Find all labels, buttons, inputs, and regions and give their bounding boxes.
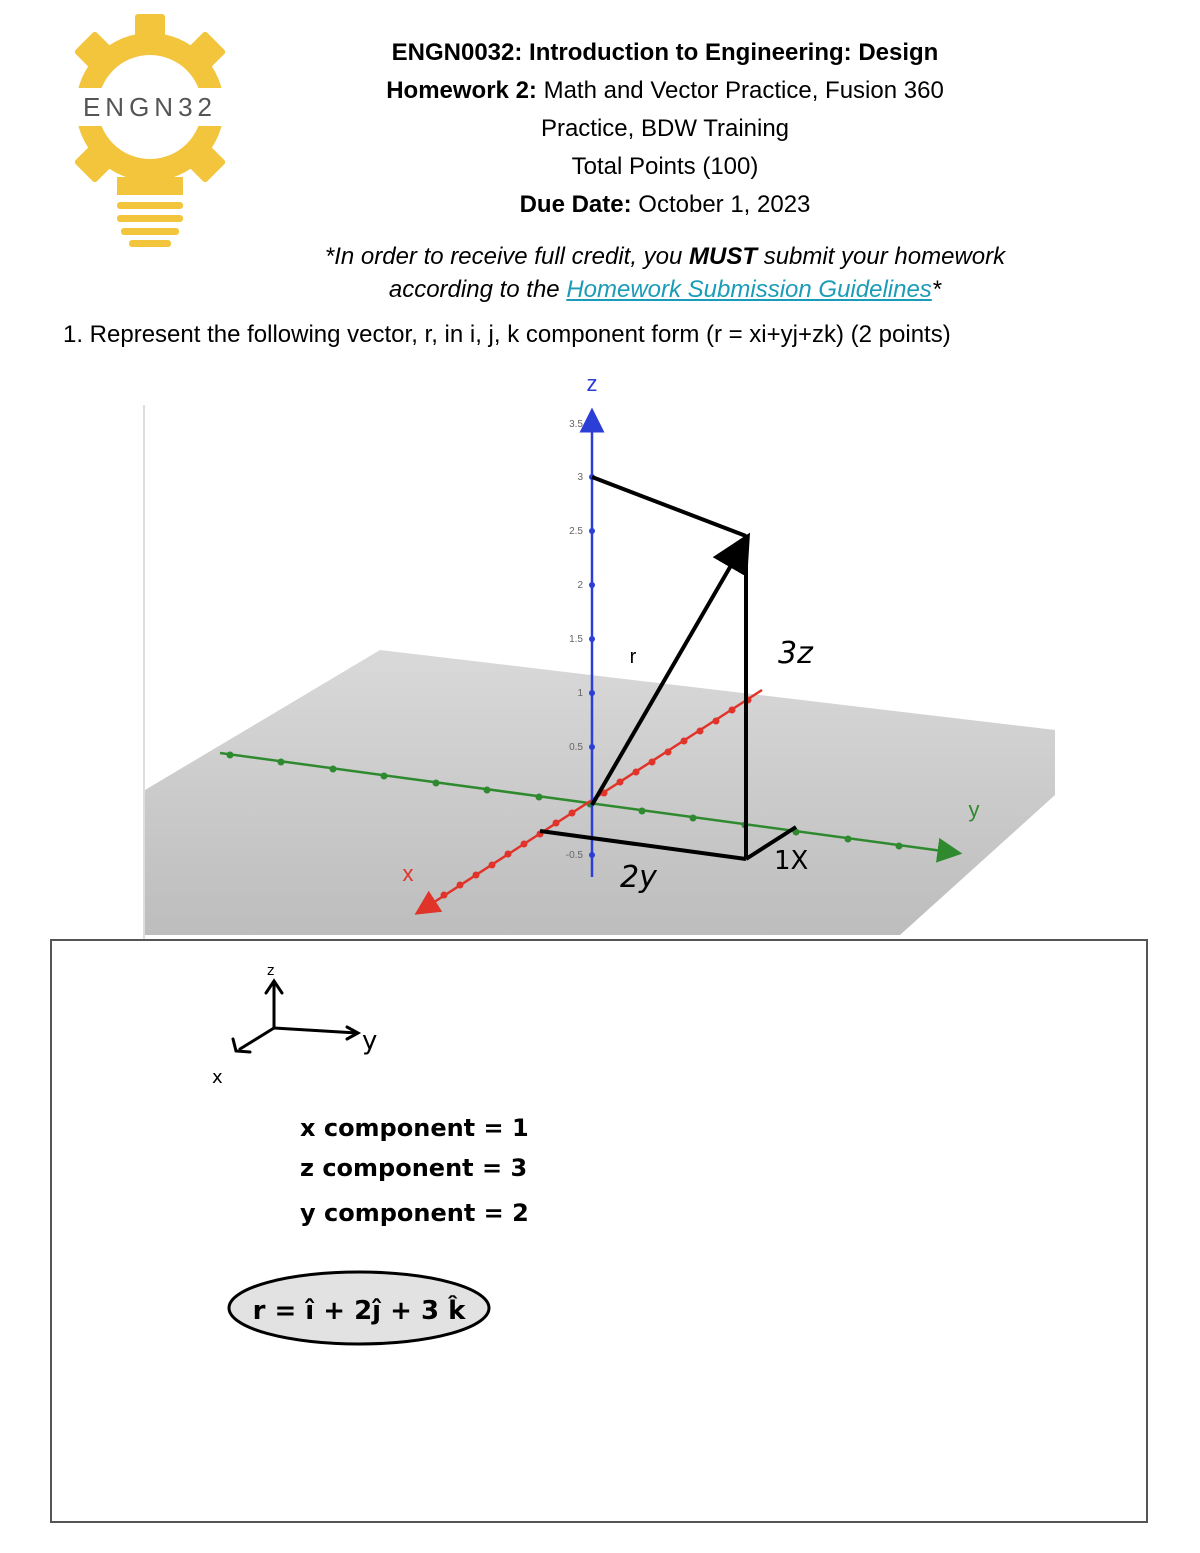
- hand-axes-sketch: [233, 981, 358, 1052]
- hand-2y-label: 2y: [620, 860, 657, 895]
- note-text-4: *: [931, 276, 942, 303]
- y-axis-label: y: [968, 797, 980, 822]
- hand-x-label: x: [212, 1067, 223, 1088]
- homework-title-2: Practice, BDW Training: [540, 115, 790, 142]
- homework-title-1: Math and Vector Practice, Fusion 360: [543, 77, 944, 104]
- x-axis-label: x: [402, 861, 414, 886]
- z-axis-label: z: [586, 371, 598, 396]
- hand-y-label: y: [362, 1026, 378, 1056]
- note-text-3: according to the: [388, 276, 567, 303]
- z-tick-label: 2: [577, 580, 583, 591]
- z-tick-label: -0.5: [565, 850, 583, 861]
- guidelines-link[interactable]: Homework Submission Guidelines: [566, 276, 932, 303]
- due-date-line: [300, 186, 1030, 224]
- z-tick-label: 2.5: [569, 526, 583, 537]
- z-tick-label: 1.5: [569, 634, 583, 645]
- answer-box: [50, 939, 1148, 1523]
- course-title: ENGN0032: Introduction to Engineering: Design: [391, 39, 939, 66]
- submission-note: [250, 240, 1080, 306]
- due-label: Due Date:: [519, 191, 632, 218]
- note-emphasis: MUST: [689, 243, 758, 270]
- z-tick-label: 3: [577, 472, 583, 483]
- header: [300, 34, 1030, 224]
- vector-3d-figure: [140, 365, 1070, 940]
- total-points: Total Points (100): [571, 153, 759, 180]
- hand-3z-label: 3z: [778, 636, 813, 671]
- hand-z-label: z: [267, 963, 275, 979]
- handwritten-answer: [52, 941, 1146, 1521]
- top-segment: [592, 477, 746, 536]
- z-tick-label: 0.5: [569, 742, 583, 753]
- question-1: 1. Represent the following vector, r, in i, j, k component form (r = xi+yj+zk) (2 points): [63, 321, 951, 348]
- note-text-1: *In order to receive full credit, you: [324, 243, 690, 270]
- y-component-text: y component = 2: [300, 1199, 529, 1227]
- logo-text: ENGN32: [82, 92, 218, 122]
- homework-line-1: [300, 72, 1030, 110]
- engn32-logo: [55, 12, 245, 247]
- due-value: October 1, 2023: [638, 191, 811, 218]
- note-text-2: submit your homework: [757, 243, 1006, 270]
- homework-label: Homework 2:: [386, 77, 537, 104]
- x-component-text: x component = 1: [300, 1114, 529, 1142]
- result-equation: r = î + 2ĵ + 3 k̂: [252, 1296, 466, 1326]
- hand-1x-label: 1X: [774, 846, 809, 876]
- vector-r-label: r: [629, 646, 637, 668]
- z-component-text: z component = 3: [300, 1154, 528, 1182]
- z-tick-label: 3.5: [569, 419, 583, 430]
- z-tick-label: 1: [577, 688, 583, 699]
